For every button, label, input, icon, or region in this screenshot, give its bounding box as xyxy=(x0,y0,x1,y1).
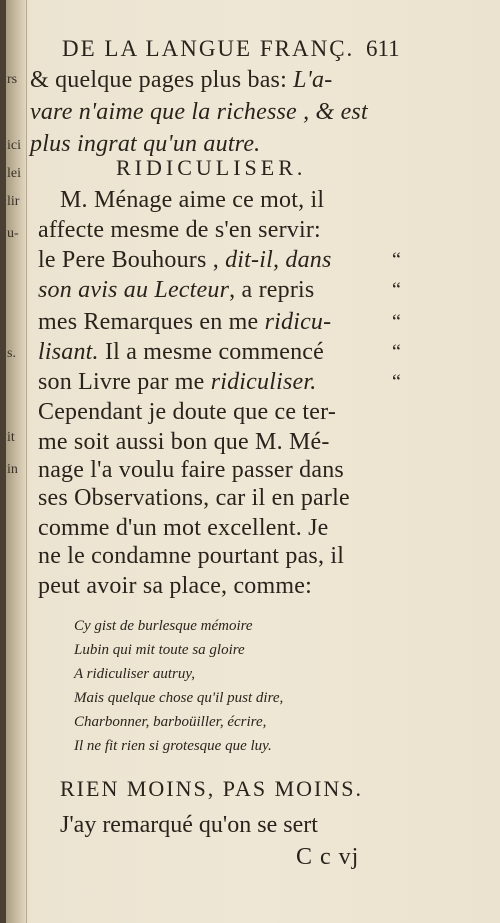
body-line xyxy=(30,98,368,126)
paragraph-line xyxy=(38,428,330,456)
paragraph-italic: dit-il, dans xyxy=(225,247,332,273)
body-line-italic: plus ingrat qu'un autre. xyxy=(30,131,261,157)
paragraph-text: ne le condamne pourtant pas, il xyxy=(38,543,345,569)
verse-line: Il ne fit rien si grotesque que luy. xyxy=(74,738,272,754)
paragraph-italic: ridicu- xyxy=(264,309,332,335)
body-line-italic: L'a- xyxy=(293,67,333,93)
gutter-fragment: lei xyxy=(7,166,21,181)
paragraph-line xyxy=(38,542,344,570)
paragraph-text: comme d'un mot excellent. Je xyxy=(38,515,329,541)
verse-line: A ridiculiser autruy, xyxy=(74,666,195,682)
last-line: J'ay remarqué qu'on se sert xyxy=(60,812,318,838)
paragraph-italic: son avis au Lecteur xyxy=(38,277,230,303)
paragraph-italic: lisant. xyxy=(38,339,99,365)
paragraph-text: le Pere Bouhours , xyxy=(38,247,226,273)
gutter-fragment: rs xyxy=(7,72,18,87)
paragraph-italic: ridiculiser. xyxy=(210,369,317,395)
paragraph-line xyxy=(38,308,331,336)
paragraph-line xyxy=(38,572,312,600)
paragraph-text: Il a mesme commencé xyxy=(98,339,324,365)
body-line xyxy=(30,130,260,158)
gutter-fragment: it xyxy=(7,430,15,445)
section-title-2: RIEN MOINS, PAS MOINS. xyxy=(60,776,363,801)
running-title: DE LA LANGUE FRANÇ. xyxy=(62,36,355,61)
quotation-mark: “ xyxy=(392,279,402,301)
signature-mark: C c vj xyxy=(296,844,360,870)
gutter-fragment: s. xyxy=(7,346,16,361)
quotation-mark: “ xyxy=(392,311,402,333)
paragraph-line xyxy=(38,456,344,484)
quotation-mark: “ xyxy=(392,371,402,393)
gutter-fragment: u- xyxy=(7,226,19,241)
paragraph-text: , a repris xyxy=(229,277,315,303)
paragraph-line xyxy=(38,368,316,396)
body-line xyxy=(30,66,332,94)
paragraph-line xyxy=(38,276,314,304)
gutter-fragment: in xyxy=(7,462,18,477)
paragraph-line xyxy=(60,186,324,214)
paragraph-line xyxy=(38,338,324,366)
paragraph-line xyxy=(38,398,336,426)
paragraph-text: me soit aussi bon que M. Mé- xyxy=(38,429,330,455)
verse-line: Lubin qui mit toute sa gloire xyxy=(74,642,245,658)
paragraph-text: affecte mesme de s'en servir: xyxy=(38,217,321,243)
paragraph-text: ses Observations, car il en parle xyxy=(38,485,350,511)
gutter-fragment: ici xyxy=(7,138,21,153)
verse-line: Mais quelque chose qu'il pust dire, xyxy=(74,690,284,706)
body-line-italic: vare n'aime que la richesse , & est xyxy=(30,99,368,125)
paragraph-line xyxy=(38,484,350,512)
verse-line: Cy gist de burlesque mémoire xyxy=(74,618,253,634)
paragraph-text: Cependant je doute que ce ter- xyxy=(38,399,337,425)
quotation-mark: “ xyxy=(392,341,402,363)
page-number: 611 xyxy=(366,36,400,61)
paragraph-line xyxy=(38,216,321,244)
paragraph-line xyxy=(38,246,332,274)
section-title: RIDICULISER. xyxy=(116,155,307,180)
paragraph-text: peut avoir sa place, comme: xyxy=(38,573,312,599)
paragraph-text: son Livre par me xyxy=(38,369,211,395)
gutter-fragment: lir xyxy=(7,194,20,209)
paragraph-text: mes Remarques en me xyxy=(38,309,265,335)
body-line-text: & quelque pages plus bas: xyxy=(30,67,294,93)
gutter-facing-page xyxy=(6,0,27,923)
paragraph-text: nage l'a voulu faire passer dans xyxy=(38,457,344,483)
paragraph-line xyxy=(38,514,329,542)
verse-line: Charbonner, barboüiller, écrire, xyxy=(74,714,267,730)
quotation-mark: “ xyxy=(392,249,402,271)
paragraph-text: M. Ménage aime ce mot, il xyxy=(60,187,325,213)
